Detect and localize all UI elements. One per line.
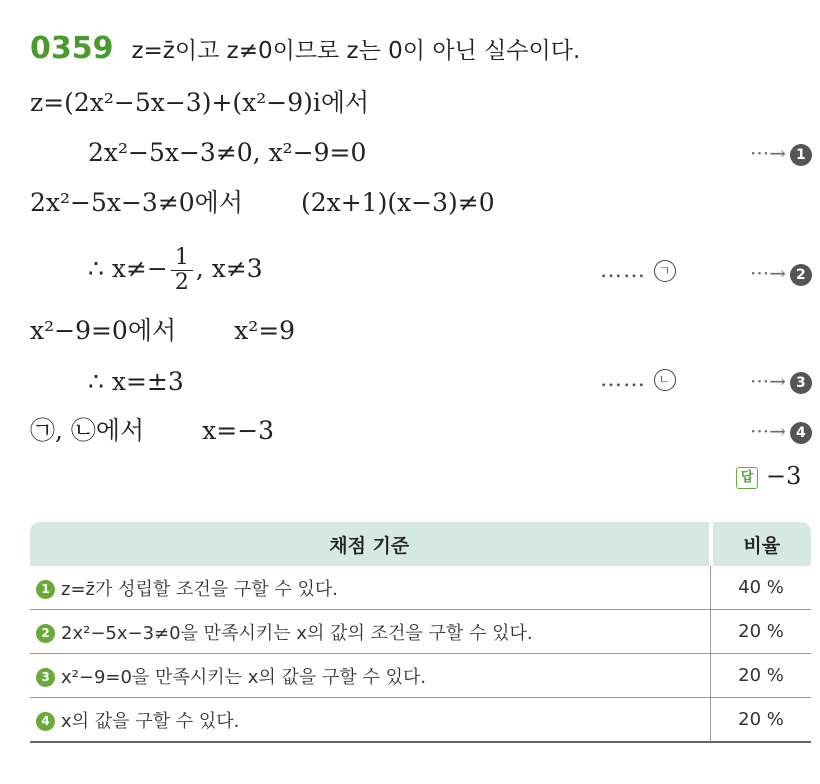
arrow-icon: ···→ (750, 369, 786, 393)
solution-text: 2x²−5x−3≠0에서 (30, 188, 243, 217)
grading-criteria-table (30, 522, 811, 743)
solution-line-1 (30, 32, 580, 68)
table-row (30, 698, 811, 743)
condition-marker-nieun (600, 367, 676, 392)
ratio-cell: 20 % (711, 610, 812, 654)
step-number-icon: 4 (790, 422, 812, 444)
table-header-row (30, 522, 811, 566)
arrow-icon: ···→ (750, 419, 786, 443)
giyeok-icon: ㄱ (654, 260, 676, 282)
dots: …… (600, 367, 646, 392)
condition-marker-giyeok (600, 258, 676, 283)
ratio-cell: 20 % (711, 698, 812, 743)
step-number-icon: 1 (36, 580, 55, 599)
table-row (30, 566, 811, 610)
step-marker-3 (750, 369, 812, 394)
answer-icon: 답 (736, 467, 758, 489)
answer-value: −3 (766, 462, 802, 490)
header-criteria: 채점 기준 (30, 522, 711, 566)
step-number-icon: 2 (790, 264, 812, 286)
step-number-icon: 3 (36, 668, 55, 687)
solution-line-3 (88, 136, 366, 170)
ratio-cell: 20 % (711, 654, 812, 698)
solution-line-8 (30, 414, 274, 448)
solution-line-7 (88, 365, 184, 399)
solution-text: ∴ x=±3 (88, 367, 184, 396)
fraction-denominator: 2 (174, 270, 189, 295)
problem-number: 0359 (30, 31, 114, 66)
step-number-icon: 1 (790, 144, 812, 166)
solution-line-4 (30, 186, 495, 220)
solution-text: ㉠, ㉡에서 (30, 416, 145, 445)
step-marker-1 (750, 141, 812, 166)
step-number-icon: 4 (36, 712, 55, 731)
step-marker-4 (750, 419, 812, 444)
final-answer (736, 462, 801, 490)
solution-text: (2x+1)(x−3)≠0 (300, 188, 495, 217)
criteria-text: z=z̄가 성립할 조건을 구할 수 있다. (61, 578, 338, 600)
dots: …… (600, 258, 646, 283)
solution-text: x²−9=0에서 (30, 316, 177, 345)
arrow-icon: ···→ (750, 261, 786, 285)
criteria-cell (30, 566, 711, 610)
fraction-numerator: 1 (171, 246, 193, 271)
criteria-cell (30, 654, 711, 698)
criteria-text: 2x²−5x−3≠0을 만족시키는 x의 값의 조건을 구할 수 있다. (61, 622, 533, 644)
criteria-cell (30, 698, 711, 743)
solution-line-2 (30, 86, 369, 120)
solution-text: x²=9 (234, 316, 296, 345)
nieun-icon: ㄴ (654, 369, 676, 391)
step-number-icon: 3 (790, 372, 812, 394)
step-number-icon: 2 (36, 624, 55, 643)
solution-text: ∴ x≠− (88, 254, 168, 283)
step-marker-2 (750, 261, 812, 286)
criteria-cell (30, 610, 711, 654)
arrow-icon: ···→ (750, 141, 786, 165)
criteria-text: x의 값을 구할 수 있다. (61, 710, 240, 732)
solution-text: x=−3 (202, 416, 275, 445)
table-row (30, 610, 811, 654)
solution-text: z=(2x²−5x−3)+(x²−9)i에서 (30, 88, 370, 117)
solution-text: , x≠3 (195, 254, 263, 283)
table-row (30, 654, 811, 698)
solution-line-6 (30, 314, 295, 348)
fraction (171, 246, 193, 295)
solution-line-5 (88, 246, 263, 295)
solution-text: z=z̄이고 z≠0이므로 z는 0이 아닌 실수이다. (131, 38, 581, 64)
ratio-cell: 40 % (711, 566, 812, 610)
header-ratio: 비율 (711, 522, 812, 566)
solution-text: 2x²−5x−3≠0, x²−9=0 (88, 138, 367, 167)
criteria-text: x²−9=0을 만족시키는 x의 값을 구할 수 있다. (61, 666, 427, 688)
